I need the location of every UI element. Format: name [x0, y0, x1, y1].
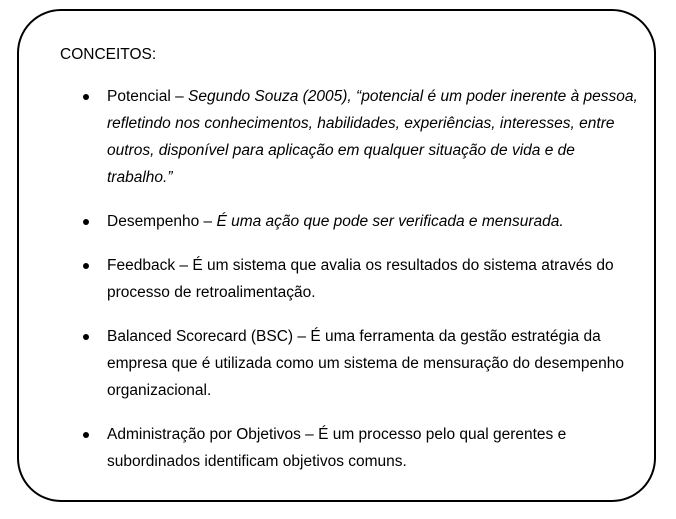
concept-term: Desempenho [107, 213, 200, 230]
concept-item-desempenho [83, 208, 643, 235]
concept-term: Potencial [107, 88, 171, 105]
concept-item-potencial [83, 83, 643, 191]
concept-term: Feedback [107, 257, 176, 274]
concept-dash: – [300, 426, 319, 443]
concept-definition: É uma ferramenta da gestão estratégia da empresa que é utilizada como um sistema de mensuração do desempenho organizacional. [107, 328, 624, 399]
concept-item-bsc [83, 323, 643, 404]
concept-item-apo [83, 421, 643, 475]
bullet-icon [83, 94, 89, 100]
concept-term: Balanced Scorecard (BSC) [107, 328, 294, 345]
concepts-heading: CONCEITOS: [60, 46, 157, 63]
bullet-icon [83, 334, 89, 340]
concept-dash: – [175, 257, 193, 274]
concept-definition: É um sistema que avalia os resultados do sistema através do processo de retroalimentação. [107, 257, 614, 301]
concept-definition: É um processo pelo qual gerentes e subordinados identificam objetivos comuns. [107, 426, 567, 470]
bullet-icon [83, 432, 89, 438]
concept-definition: É uma ação que pode ser verificada e mensurada. [216, 213, 564, 230]
concepts-box [17, 9, 656, 502]
concept-term: Administração por Objetivos [107, 426, 301, 443]
concept-dash: – [170, 88, 188, 105]
concepts-list [83, 83, 643, 492]
bullet-icon [83, 219, 89, 225]
concept-definition: Segundo Souza (2005), “potencial é um poder inerente à pessoa, refletindo nos conhecimentos, habilidades, experiências, interesses, entre outros, disponível para aplicação em qualquer situação de vida e de trabalho.” [107, 88, 638, 186]
concept-dash: – [293, 328, 311, 345]
concept-dash: – [199, 213, 217, 230]
bullet-icon [83, 263, 89, 269]
concept-item-feedback [83, 252, 643, 306]
